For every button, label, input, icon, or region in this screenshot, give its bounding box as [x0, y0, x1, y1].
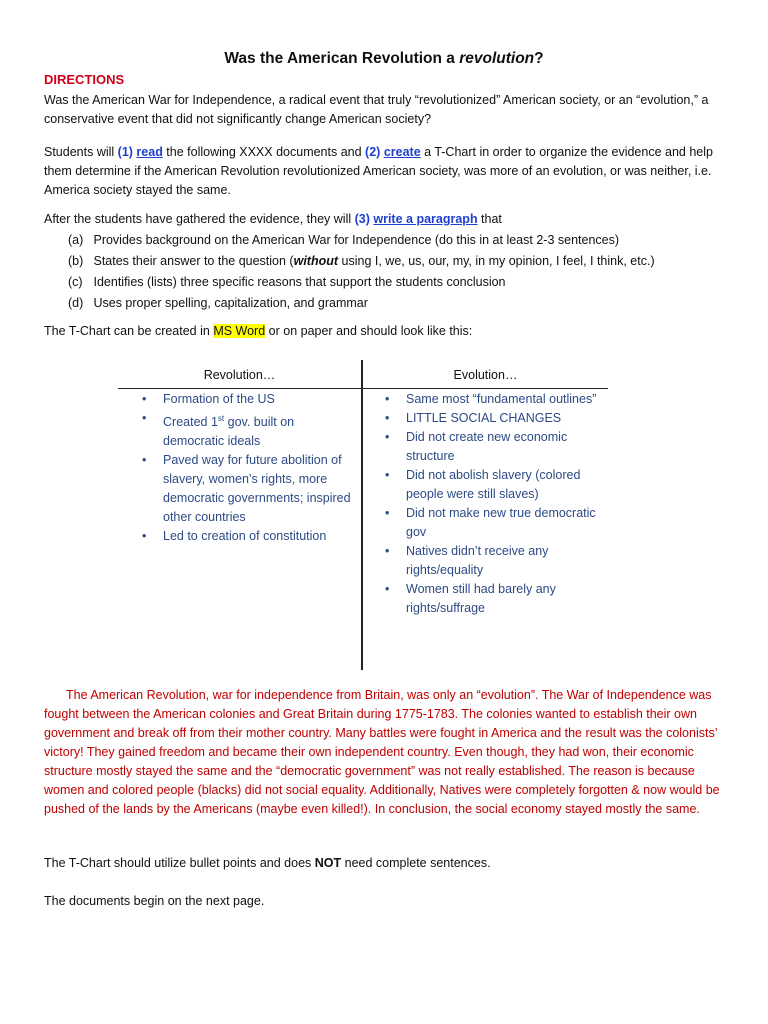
bullet-note — [44, 854, 734, 873]
t-chart-vertical-rule — [361, 360, 363, 670]
list-item — [138, 409, 358, 451]
read-link[interactable]: read — [136, 145, 163, 159]
students-text-2: the following XXXX documents and — [162, 145, 366, 159]
tchart-intro-text-2: or on paper and should look like this: — [265, 324, 473, 338]
list-item-text-post: using I, we, us, our, my, in my opinion, I feel, I think, etc.) — [338, 254, 655, 268]
list-item-label: (d) — [68, 296, 84, 310]
list-item — [381, 409, 601, 428]
sample-paragraph-text: The American Revolution, war for independence from Britain, was only an “evolution”. The War of Independence was fought between the American colonies and Great Britain during 1775-1783. The colonies wanted to establish their own government and break off from their mother country. Many battles were fought in America and the result was the colonists’ victory! They gained freedom and became their own independent country. Even though, they had won, their economic structure mostly stayed the same and the “democratic government” was not really established. The reason is because women and colored people (blacks) did not social equality. Additionally, Natives were completely forgotten & now would be pushed of the lands by the Americans (maybe even killed!). In conclusion, the social economy stayed mostly the same. — [44, 688, 720, 816]
bullet-icon: • — [385, 430, 390, 444]
list-item-text: Identifies (lists) three specific reasons that support the students conclusion — [93, 275, 506, 289]
create-link[interactable]: create — [383, 145, 421, 159]
bullet-icon: • — [142, 411, 147, 425]
step-2-number: (2) — [365, 145, 381, 159]
evolution-list — [381, 390, 601, 618]
list-item — [381, 542, 601, 580]
note-text-1: The T-Chart should utilize bullet points and does — [44, 856, 315, 870]
t-chart-horizontal-rule — [118, 388, 608, 389]
revolution-column-header: Revolution… — [203, 368, 276, 382]
students-text-3: a T-Chart in order to organize the evidence and help them determine if the American Revolution revolutionized American society, was more of an evolution, or was neither, i.e. America society stayed the same. — [44, 145, 713, 197]
page-title — [0, 50, 768, 68]
bullet-icon: • — [142, 529, 147, 544]
list-item — [381, 428, 601, 466]
requirements-list — [68, 230, 728, 314]
list-item — [381, 466, 601, 504]
tchart-intro — [44, 322, 734, 341]
list-item-text-pre: States their answer to the question ( — [93, 254, 294, 268]
list-item-label: (c) — [68, 275, 83, 289]
closing-line: The documents begin on the next page. — [44, 894, 265, 908]
step-1-number: (1) — [117, 145, 133, 159]
bullet-icon: • — [385, 468, 390, 482]
list-item — [138, 527, 358, 546]
students-paragraph — [44, 143, 734, 200]
after-text-1: After the students have gathered the evidence, they will — [44, 212, 355, 226]
list-item-text: Did not abolish slavery (colored people were still slaves) — [406, 468, 581, 501]
ms-word-highlight: MS Word — [213, 324, 266, 338]
directions-heading: DIRECTIONS — [44, 72, 125, 87]
title-text: Was the American Revolution a — [224, 50, 460, 67]
list-item — [381, 390, 601, 409]
list-item-text: Provides background on the American War for Independence (do this in at least 2-3 sentences) — [93, 233, 620, 247]
list-item-text: Did not create new economic structure — [406, 430, 568, 463]
list-item-text-italic: without — [293, 254, 339, 268]
title-italic-word: revolution — [459, 50, 535, 67]
bullet-icon: • — [385, 392, 390, 406]
write-paragraph-link[interactable]: write a paragraph — [373, 212, 478, 226]
t-chart — [118, 360, 608, 670]
list-item — [68, 272, 728, 293]
sample-paragraph — [44, 686, 734, 819]
after-text-2: that — [477, 212, 502, 226]
bullet-icon: • — [142, 392, 147, 406]
tchart-intro-text-1: The T-Chart can be created in — [44, 324, 214, 338]
list-item-text: Same most “fundamental outlines” — [406, 392, 597, 406]
list-item — [68, 230, 728, 251]
evolution-column-header: Evolution… — [453, 368, 518, 382]
list-item-text: Natives didn’t receive any rights/equality — [406, 544, 549, 577]
revolution-column — [138, 390, 358, 546]
list-item — [381, 580, 601, 618]
list-item-text: Paved way for future abolition of slavery, women’s rights, more democratic governments; inspired other countries — [163, 453, 351, 525]
step-3-number: (3) — [354, 212, 370, 226]
after-paragraph — [44, 210, 734, 229]
list-item-text: Formation of the US — [163, 392, 275, 406]
students-text-1: Students will — [44, 145, 118, 159]
list-item — [138, 451, 358, 527]
bullet-icon: • — [385, 544, 390, 558]
list-item-text: Uses proper spelling, capitalization, and grammar — [93, 296, 368, 310]
bullet-icon: • — [385, 582, 390, 596]
list-item-text: LITTLE SOCIAL CHANGES — [406, 411, 562, 425]
bullet-icon: • — [142, 453, 147, 468]
bullet-icon: • — [385, 506, 390, 520]
list-item — [381, 504, 601, 542]
list-item — [138, 390, 358, 409]
list-item-text: Did not make new true democratic gov — [406, 506, 596, 539]
list-item-label: (b) — [68, 254, 84, 268]
evolution-column — [381, 390, 601, 618]
list-item-text: Women still had barely any rights/suffrage — [406, 582, 556, 615]
note-text-2: need complete sentences. — [341, 856, 491, 870]
title-end: ? — [534, 50, 544, 67]
revolution-list — [138, 390, 358, 546]
ordinal-suffix: st — [217, 414, 225, 423]
list-item-text: Led to creation of constitution — [163, 529, 327, 544]
list-item — [68, 293, 728, 314]
intro-paragraph: Was the American War for Independence, a radical event that truly “revolutionized” American society, or an “evolution,” a conservative event that did not significantly change American society? — [44, 93, 709, 126]
bullet-icon: • — [385, 411, 390, 425]
list-item — [68, 251, 728, 272]
list-item-label: (a) — [68, 233, 84, 247]
note-bold-not: NOT — [314, 856, 342, 870]
list-item-text: Created 1st gov. built on democratic ideals — [163, 414, 295, 449]
